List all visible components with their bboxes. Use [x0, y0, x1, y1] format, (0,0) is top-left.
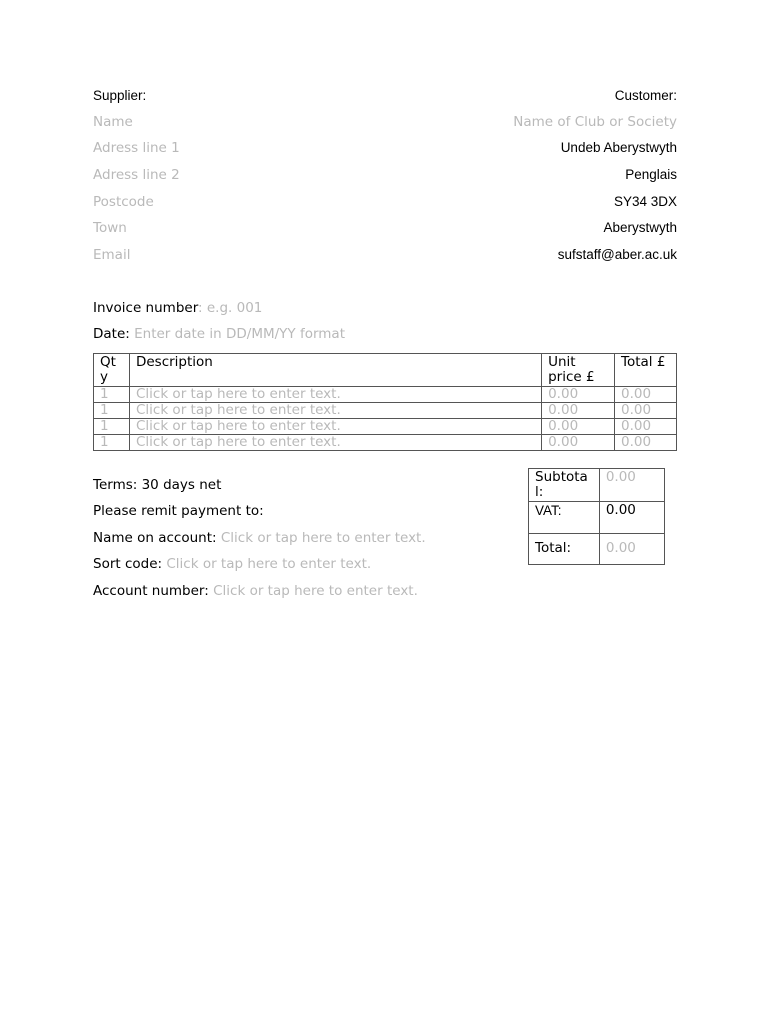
customer-postcode: SY34 3DX: [613, 194, 677, 209]
supplier-town-field[interactable]: Town: [93, 220, 127, 236]
description-cell[interactable]: Click or tap here to enter text.: [129, 403, 541, 419]
table-row: [94, 387, 677, 403]
invoice-number-label: Invoice number: [93, 300, 199, 316]
unit-price-cell[interactable]: 0.00: [542, 435, 615, 451]
customer-heading: Customer:: [614, 88, 677, 103]
supplier-heading: Supplier:: [93, 88, 147, 103]
unit-price-cell[interactable]: 0.00: [542, 403, 615, 419]
customer-town: Aberystwyth: [603, 220, 677, 235]
vat-label: VAT:: [529, 502, 600, 534]
items-table-header: [94, 354, 677, 387]
customer-name-field[interactable]: Name of Club or Society: [513, 114, 677, 130]
items-table: [93, 353, 677, 451]
description-cell[interactable]: Click or tap here to enter text.: [129, 387, 541, 403]
header-unit-price: Unit price £: [542, 354, 615, 387]
header-description: Description: [129, 354, 541, 387]
remit-text: Please remit payment to:: [93, 503, 264, 519]
qty-cell[interactable]: 1: [94, 403, 130, 419]
total-cell[interactable]: 0.00: [615, 387, 677, 403]
invoice-date-line: [93, 326, 345, 342]
subtotal-row: [529, 469, 665, 502]
subtotal-value[interactable]: 0.00: [599, 469, 664, 502]
invoice-date-label: Date:: [93, 326, 130, 342]
invoice-number-line: [93, 300, 262, 316]
table-row: [94, 403, 677, 419]
customer-address2: Penglais: [625, 167, 677, 182]
total-cell[interactable]: 0.00: [615, 419, 677, 435]
qty-cell[interactable]: 1: [94, 419, 130, 435]
sort-code-field[interactable]: Click or tap here to enter text.: [166, 556, 372, 572]
totals-table: [528, 468, 665, 565]
supplier-postcode-field[interactable]: Postcode: [93, 194, 154, 210]
invoice-number-field[interactable]: : e.g. 001: [198, 300, 263, 316]
sort-code-line: [93, 556, 371, 572]
supplier-name-field[interactable]: Name: [93, 114, 133, 130]
total-cell[interactable]: 0.00: [615, 435, 677, 451]
name-on-account-field[interactable]: Click or tap here to enter text.: [220, 530, 426, 546]
qty-cell[interactable]: 1: [94, 435, 130, 451]
customer-address1: Undeb Aberystwyth: [560, 140, 677, 155]
sort-code-label: Sort code:: [93, 556, 163, 572]
total-row: [529, 534, 665, 565]
account-number-label: Account number:: [93, 583, 209, 599]
name-on-account-line: [93, 530, 426, 546]
supplier-address2-field[interactable]: Adress line 2: [93, 167, 180, 183]
supplier-address1-field[interactable]: Adress line 1: [93, 140, 180, 156]
description-cell[interactable]: Click or tap here to enter text.: [129, 435, 541, 451]
description-cell[interactable]: Click or tap here to enter text.: [129, 419, 541, 435]
table-row: [94, 435, 677, 451]
qty-cell[interactable]: 1: [94, 387, 130, 403]
table-row: [94, 419, 677, 435]
terms-text: Terms: 30 days net: [93, 477, 222, 493]
invoice-date-field[interactable]: Enter date in DD/MM/YY format: [134, 326, 345, 342]
total-value[interactable]: 0.00: [599, 534, 664, 565]
header-qty: Qt y: [94, 354, 130, 387]
account-number-line: [93, 583, 418, 599]
customer-email: sufstaff@aber.ac.uk: [557, 247, 677, 262]
header-total: Total £: [615, 354, 677, 387]
subtotal-label: Subtota l:: [529, 469, 600, 502]
name-on-account-label: Name on account:: [93, 530, 217, 546]
total-cell[interactable]: 0.00: [615, 403, 677, 419]
account-number-field[interactable]: Click or tap here to enter text.: [213, 583, 418, 599]
unit-price-cell[interactable]: 0.00: [542, 387, 615, 403]
vat-value[interactable]: 0.00: [599, 502, 664, 534]
unit-price-cell[interactable]: 0.00: [542, 419, 615, 435]
supplier-email-field[interactable]: Email: [93, 247, 131, 263]
total-label: Total:: [529, 534, 600, 565]
vat-row: [529, 502, 665, 534]
